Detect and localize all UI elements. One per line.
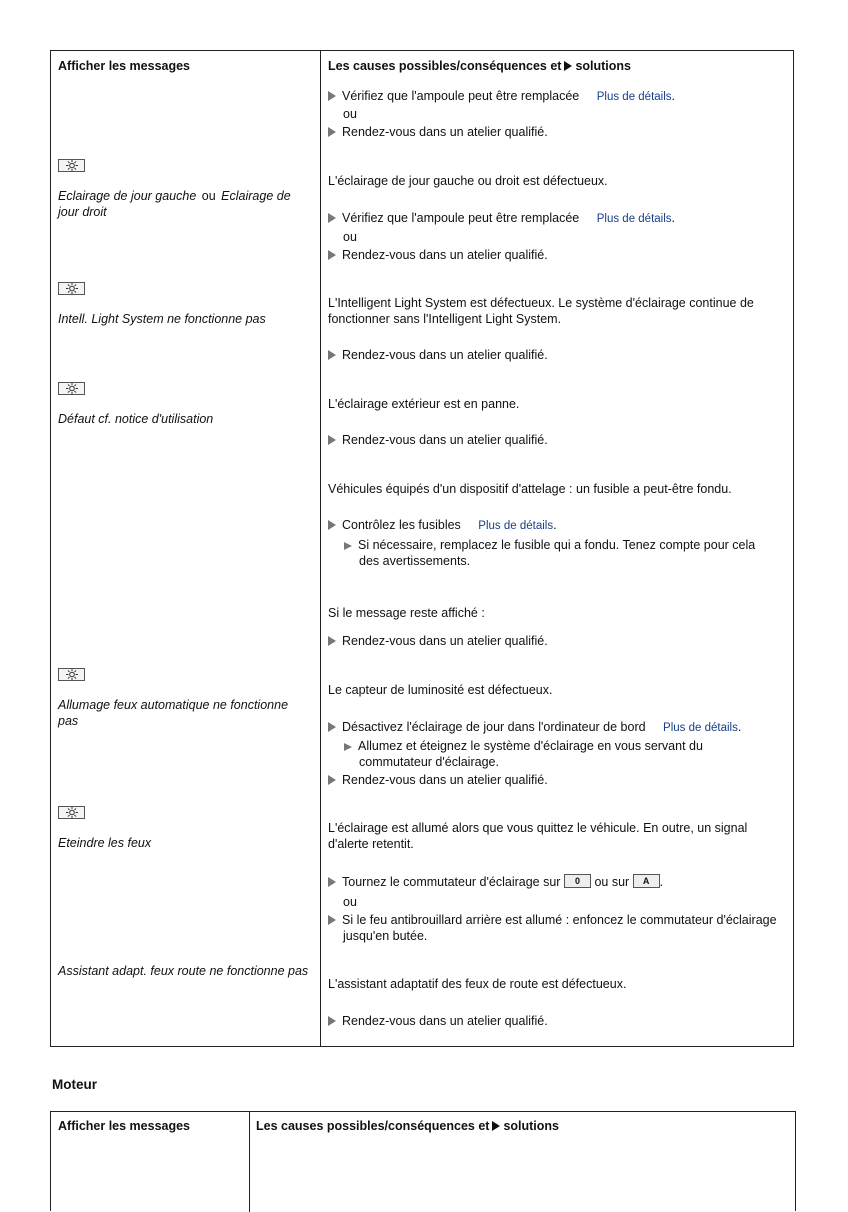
triangle-arrow-icon	[492, 1121, 500, 1131]
solution-check-fuses: Contrôlez les fusibles Plus de détails.	[328, 517, 557, 534]
solution-text: Si nécessaire, remplacez le fusible qui a fondu. Tenez compte pour cela	[358, 538, 756, 552]
solution-text: Rendez-vous dans un atelier qualifié.	[342, 1014, 548, 1028]
solution-fog-line1	[328, 912, 777, 928]
bullet-arrow-icon	[344, 542, 352, 550]
header-right-text: Les causes possibles/conséquences et	[328, 59, 562, 73]
switch-position-auto-icon: A	[633, 874, 660, 888]
solution-text: Rendez-vous dans un atelier qualifié.	[342, 125, 548, 139]
solution-deactivate: Désactivez l'éclairage de jour dans l'ordinateur de bord Plus de détails.	[328, 719, 741, 736]
header-right-engine	[256, 1118, 559, 1134]
solution-text: Contrôlez les fusibles	[342, 518, 461, 532]
message-ils: Intell. Light System ne fonctionne pas	[58, 312, 266, 326]
message-defaut: Défaut cf. notice d'utilisation	[58, 412, 214, 426]
or-text: ou	[343, 107, 357, 121]
bullet-arrow-icon	[328, 250, 336, 260]
solution-replace-fuse-line2: des avertissements.	[359, 554, 471, 568]
solution-text: Allumez et éteignez le système d'éclairage en vous servant du	[358, 739, 703, 753]
message-lights-off: Eteindre les feux	[58, 836, 152, 850]
solution-text: Rendez-vous dans un atelier qualifié.	[342, 248, 548, 262]
message-auto-line1: Allumage feux automatique ne fonctionne	[58, 698, 289, 712]
more-details-link[interactable]: Plus de détails	[596, 213, 672, 225]
lighting-warning-icon	[58, 159, 85, 172]
message-daylight	[58, 188, 291, 204]
bullet-arrow-icon	[328, 520, 336, 530]
message-text: Eclairage de jour gauche	[58, 189, 197, 203]
column-divider	[320, 51, 321, 1046]
or-text: ou	[343, 230, 357, 244]
solution-workshop-6	[328, 772, 548, 788]
message-auto-line2: pas	[58, 714, 79, 728]
solution-workshop-4	[328, 432, 548, 448]
bullet-arrow-icon	[328, 915, 336, 925]
solution-text: Vérifiez que l'ampoule peut être remplacée	[342, 89, 580, 103]
solution-workshop-7	[328, 1013, 548, 1029]
solution-text: Si le feu antibrouillard arrière est allumé : enfoncez le commutateur d'éclairage	[342, 913, 777, 927]
lighting-warning-icon	[58, 668, 85, 681]
cause-defaut: L'éclairage extérieur est en panne.	[328, 397, 520, 411]
bullet-arrow-icon	[328, 722, 336, 732]
bullet-arrow-icon	[328, 1016, 336, 1026]
solution-turn-switch: Tournez le commutateur d'éclairage sur 0 ou sur A .	[328, 874, 663, 890]
more-details-link[interactable]: Plus de détails	[596, 91, 672, 103]
cause-towbar: Véhicules équipés d'un dispositif d'attelage : un fusible a peut-être fondu.	[328, 482, 732, 496]
message-text: Eclairage de	[221, 189, 291, 203]
cause-ils-line1: L'Intelligent Light System est défectueux. Le système d'éclairage continue de	[328, 296, 754, 310]
bullet-arrow-icon	[328, 775, 336, 785]
solution-workshop-5	[328, 633, 548, 649]
bullet-arrow-icon	[328, 91, 336, 101]
solution-text: Rendez-vous dans un atelier qualifié.	[342, 634, 548, 648]
solution-verify-bulb-2: Vérifiez que l'ampoule peut être remplacée Plus de détails.	[328, 210, 675, 227]
header-right-text: Les causes possibles/conséquences et	[256, 1119, 490, 1133]
header-right-solutions: solutions	[575, 59, 632, 73]
message-daylight-line2: jour droit	[58, 205, 107, 219]
triangle-arrow-icon	[564, 61, 572, 71]
bullet-arrow-icon	[328, 877, 336, 887]
header-left: Afficher les messages	[58, 59, 191, 73]
bullet-arrow-icon	[328, 213, 336, 223]
bullet-arrow-icon	[328, 127, 336, 137]
solution-switch-line2: commutateur d'éclairage.	[359, 755, 499, 769]
bullet-arrow-icon	[344, 743, 352, 751]
solution-text: Vérifiez que l'ampoule peut être remplacée	[342, 211, 580, 225]
solution-text: Tournez le commutateur d'éclairage sur	[342, 875, 561, 889]
column-divider	[249, 1112, 250, 1212]
cause-off-line1: L'éclairage est allumé alors que vous quittez le véhicule. En outre, un signal	[328, 821, 748, 835]
lighting-warning-icon	[58, 806, 85, 819]
more-details-link[interactable]: Plus de détails	[478, 520, 554, 532]
solution-text: Désactivez l'éclairage de jour dans l'ordinateur de bord	[342, 720, 646, 734]
header-right	[328, 58, 631, 74]
bullet-arrow-icon	[328, 350, 336, 360]
switch-position-0-icon: 0	[564, 874, 591, 888]
section-title-moteur: Moteur	[52, 1077, 97, 1092]
cause-auto: Le capteur de luminosité est défectueux.	[328, 683, 553, 697]
lighting-warning-icon	[58, 382, 85, 395]
solution-workshop-3	[328, 347, 548, 363]
more-details-link[interactable]: Plus de détails	[663, 722, 738, 734]
header-right-solutions: solutions	[503, 1119, 560, 1133]
lighting-warning-icon	[58, 282, 85, 295]
solution-workshop-1	[328, 124, 548, 140]
cause-ils-line2: fonctionner sans l'Intelligent Light System.	[328, 312, 562, 326]
cause-off-line2: d'alerte retentit.	[328, 837, 414, 851]
solution-verify-bulb-1: Vérifiez que l'ampoule peut être remplacée Plus de détails.	[328, 88, 675, 105]
solution-text: Rendez-vous dans un atelier qualifié.	[342, 773, 548, 787]
solution-replace-fuse-line1	[344, 537, 755, 553]
solution-text: ou sur	[594, 875, 630, 889]
message-or: ou	[201, 189, 216, 203]
solution-switch-line1	[344, 738, 703, 754]
message-assist: Assistant adapt. feux route ne fonctionne pas	[58, 964, 309, 978]
solution-fog-line2: jusqu'en butée.	[343, 929, 428, 943]
solution-text: Rendez-vous dans un atelier qualifié.	[342, 348, 548, 362]
if-still-displayed: Si le message reste affiché :	[328, 606, 485, 620]
cause-daylight: L'éclairage de jour gauche ou droit est défectueux.	[328, 174, 608, 188]
solution-workshop-2	[328, 247, 548, 263]
bullet-arrow-icon	[328, 636, 336, 646]
cause-assist: L'assistant adaptatif des feux de route est défectueux.	[328, 977, 627, 991]
header-left-engine: Afficher les messages	[58, 1119, 191, 1133]
solution-text: Rendez-vous dans un atelier qualifié.	[342, 433, 548, 447]
or-text: ou	[343, 895, 357, 909]
bullet-arrow-icon	[328, 435, 336, 445]
